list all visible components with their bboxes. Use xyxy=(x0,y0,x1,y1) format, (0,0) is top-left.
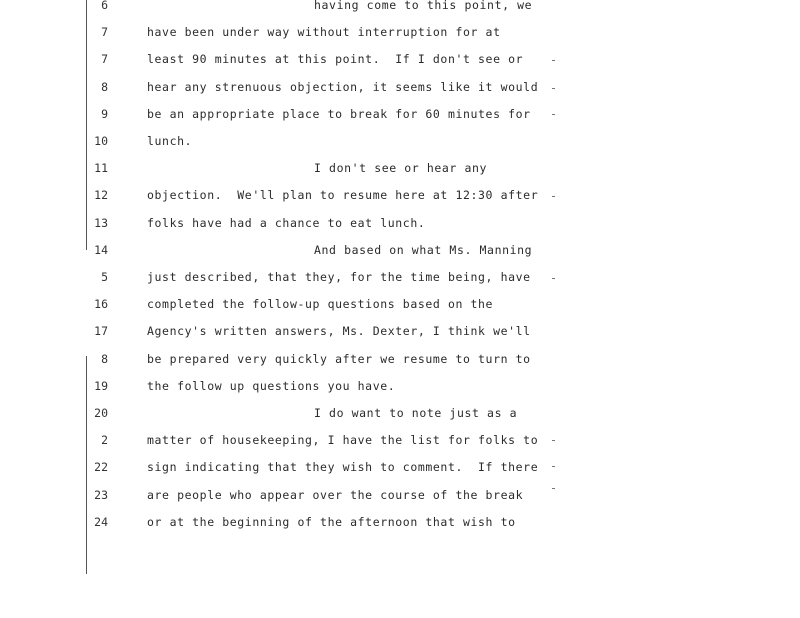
transcript-line xyxy=(0,512,560,532)
line-number: 16 xyxy=(94,297,108,312)
line-number: 2 xyxy=(101,433,108,448)
line-text: are people who appear over the course of the break xyxy=(147,487,524,502)
transcript-line xyxy=(0,77,560,97)
line-text: be an appropriate place to break for 60 minutes for xyxy=(147,106,531,121)
transcript-line xyxy=(0,349,560,369)
transcript-line xyxy=(0,240,560,260)
transcript-line xyxy=(0,267,560,287)
transcript-line xyxy=(0,49,560,69)
line-text: lunch. xyxy=(147,134,193,148)
line-text: least 90 minutes at this point. If I don't see or xyxy=(147,52,524,67)
line-number: 22 xyxy=(94,460,108,475)
transcript-line xyxy=(0,0,560,15)
line-text: or at the beginning of the afternoon that wish to xyxy=(147,514,516,529)
line-number: 11 xyxy=(94,161,108,176)
line-number: 9 xyxy=(101,106,108,121)
line-text: I do want to note just as a xyxy=(314,406,518,420)
transcript-line xyxy=(0,22,560,42)
transcript-line xyxy=(0,158,560,178)
line-text: be prepared very quickly after we resume to turn to xyxy=(147,351,531,366)
transcript-line xyxy=(0,131,560,151)
line-number: 13 xyxy=(94,215,108,230)
transcript-line xyxy=(0,485,560,505)
line-number: 5 xyxy=(101,270,108,284)
line-text: hear any strenuous objection, it seems like it would xyxy=(147,79,539,94)
line-text: just described, that they, for the time being, have xyxy=(147,270,531,284)
line-number: 7 xyxy=(101,25,108,40)
line-text: matter of housekeeping, I have the list for folks to xyxy=(147,433,539,448)
line-number: 24 xyxy=(94,514,108,529)
transcript-line xyxy=(0,213,560,233)
line-number: 10 xyxy=(94,134,108,148)
line-text: having come to this point, we xyxy=(314,0,533,12)
transcript-line xyxy=(0,457,560,477)
line-number: 20 xyxy=(94,406,108,420)
line-text: folks have had a chance to eat lunch. xyxy=(147,215,426,230)
line-text: objection. We'll plan to resume here at 12:30 after xyxy=(147,188,539,203)
line-number: 7 xyxy=(101,52,108,67)
transcript-line xyxy=(0,185,560,205)
line-number: 23 xyxy=(94,487,108,502)
transcript-line xyxy=(0,403,560,423)
line-number: 17 xyxy=(94,324,108,339)
line-text: sign indicating that they wish to comment. If there xyxy=(147,460,539,475)
line-text: have been under way without interruption for at xyxy=(147,25,501,40)
line-number: 12 xyxy=(94,188,108,203)
line-text: completed the follow-up questions based on the xyxy=(147,297,494,312)
line-text: I don't see or hear any xyxy=(314,161,488,176)
line-number: 14 xyxy=(94,242,108,257)
line-text: the follow up questions you have. xyxy=(147,378,396,393)
transcript-line xyxy=(0,321,560,341)
transcript-line xyxy=(0,294,560,314)
transcript-line xyxy=(0,430,560,450)
line-number: 8 xyxy=(101,79,108,94)
transcript-line xyxy=(0,104,560,124)
line-text: And based on what Ms. Manning xyxy=(314,242,533,257)
transcript-line xyxy=(0,376,560,396)
line-number: 8 xyxy=(101,351,108,366)
line-number: 19 xyxy=(94,378,108,393)
line-text: Agency's written answers, Ms. Dexter, I think we'll xyxy=(147,324,531,339)
line-number: 6 xyxy=(101,0,108,12)
